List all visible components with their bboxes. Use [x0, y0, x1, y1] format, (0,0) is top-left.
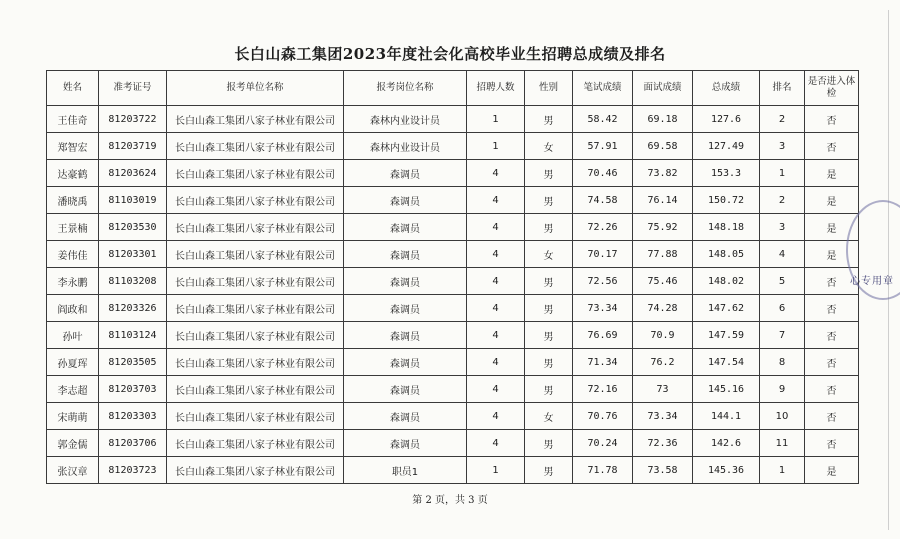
cell-position: 森调员 — [344, 376, 467, 403]
table-row — [47, 187, 859, 214]
cell-gender: 男 — [525, 160, 573, 187]
cell-headcount: 4 — [467, 430, 525, 457]
table-row — [47, 430, 859, 457]
cell-written-score: 57.91 — [573, 133, 633, 160]
cell-headcount: 1 — [467, 133, 525, 160]
cell-interview-score: 74.28 — [633, 295, 693, 322]
cell-exam-id: 81203703 — [99, 376, 167, 403]
cell-name: 王景楠 — [47, 214, 99, 241]
cell-total-score: 127.6 — [693, 106, 760, 133]
cell-rank: 2 — [760, 187, 805, 214]
cell-exam-id: 81103208 — [99, 268, 167, 295]
cell-interview-score: 75.92 — [633, 214, 693, 241]
header-row — [47, 71, 859, 106]
header-written-score: 笔试成绩 — [573, 71, 633, 106]
cell-rank: 1 — [760, 160, 805, 187]
cell-position: 森调员 — [344, 403, 467, 430]
cell-headcount: 4 — [467, 214, 525, 241]
cell-total-score: 148.02 — [693, 268, 760, 295]
cell-interview-score: 70.9 — [633, 322, 693, 349]
cell-position: 森林内业设计员 — [344, 106, 467, 133]
cell-position: 森调员 — [344, 295, 467, 322]
page-number: 第 2 页，共 3 页 — [412, 495, 488, 506]
cell-physical-exam: 否 — [805, 403, 859, 430]
cell-headcount: 4 — [467, 187, 525, 214]
cell-total-score: 145.16 — [693, 376, 760, 403]
cell-headcount: 4 — [467, 241, 525, 268]
cell-rank: 7 — [760, 322, 805, 349]
cell-gender: 男 — [525, 295, 573, 322]
cell-rank: 5 — [760, 268, 805, 295]
cell-rank: 8 — [760, 349, 805, 376]
cell-headcount: 4 — [467, 322, 525, 349]
cell-interview-score: 76.14 — [633, 187, 693, 214]
cell-written-score: 70.76 — [573, 403, 633, 430]
cell-physical-exam: 是 — [805, 187, 859, 214]
cell-exam-id: 81203723 — [99, 457, 167, 484]
cell-position: 森调员 — [344, 322, 467, 349]
header-exam-id: 准考证号 — [99, 71, 167, 106]
cell-unit: 长白山森工集团八家子林业有限公司 — [167, 268, 344, 295]
cell-total-score: 144.1 — [693, 403, 760, 430]
cell-gender: 男 — [525, 457, 573, 484]
cell-rank: 10 — [760, 403, 805, 430]
cell-gender: 男 — [525, 376, 573, 403]
cell-name: 潘晓禹 — [47, 187, 99, 214]
header-gender: 性别 — [525, 71, 573, 106]
cell-exam-id: 81203303 — [99, 403, 167, 430]
cell-name: 郑智宏 — [47, 133, 99, 160]
cell-interview-score: 73 — [633, 376, 693, 403]
table-row — [47, 268, 859, 295]
cell-unit: 长白山森工集团八家子林业有限公司 — [167, 106, 344, 133]
cell-name: 孙叶 — [47, 322, 99, 349]
cell-name: 李永鹏 — [47, 268, 99, 295]
table-body — [47, 106, 859, 484]
cell-gender: 女 — [525, 403, 573, 430]
cell-rank: 2 — [760, 106, 805, 133]
cell-gender: 男 — [525, 187, 573, 214]
cell-exam-id: 81203326 — [99, 295, 167, 322]
cell-headcount: 4 — [467, 268, 525, 295]
cell-position: 森调员 — [344, 268, 467, 295]
cell-rank: 6 — [760, 295, 805, 322]
cell-written-score: 70.24 — [573, 430, 633, 457]
cell-unit: 长白山森工集团八家子林业有限公司 — [167, 295, 344, 322]
cell-total-score: 127.49 — [693, 133, 760, 160]
cell-interview-score: 75.46 — [633, 268, 693, 295]
header-rank: 排名 — [760, 71, 805, 106]
cell-total-score: 153.3 — [693, 160, 760, 187]
cell-name: 阎政和 — [47, 295, 99, 322]
cell-rank: 3 — [760, 133, 805, 160]
cell-interview-score: 72.36 — [633, 430, 693, 457]
cell-physical-exam: 否 — [805, 295, 859, 322]
cell-exam-id: 81203719 — [99, 133, 167, 160]
cell-unit: 长白山森工集团八家子林业有限公司 — [167, 322, 344, 349]
cell-rank: 1 — [760, 457, 805, 484]
cell-exam-id: 81203722 — [99, 106, 167, 133]
cell-physical-exam: 否 — [805, 133, 859, 160]
cell-gender: 男 — [525, 106, 573, 133]
cell-interview-score: 73.34 — [633, 403, 693, 430]
cell-unit: 长白山森工集团八家子林业有限公司 — [167, 376, 344, 403]
cell-unit: 长白山森工集团八家子林业有限公司 — [167, 403, 344, 430]
cell-exam-id: 81203624 — [99, 160, 167, 187]
cell-position: 森调员 — [344, 160, 467, 187]
table-row — [47, 214, 859, 241]
cell-physical-exam: 否 — [805, 322, 859, 349]
table-row — [47, 403, 859, 430]
cell-written-score: 76.69 — [573, 322, 633, 349]
cell-headcount: 4 — [467, 349, 525, 376]
cell-headcount: 4 — [467, 376, 525, 403]
cell-interview-score: 73.82 — [633, 160, 693, 187]
cell-physical-exam: 否 — [805, 349, 859, 376]
cell-name: 张汉章 — [47, 457, 99, 484]
cell-written-score: 72.56 — [573, 268, 633, 295]
cell-physical-exam: 是 — [805, 214, 859, 241]
table-row — [47, 322, 859, 349]
cell-physical-exam: 否 — [805, 430, 859, 457]
cell-gender: 女 — [525, 133, 573, 160]
cell-rank: 11 — [760, 430, 805, 457]
table-row — [47, 241, 859, 268]
cell-exam-id: 81103124 — [99, 322, 167, 349]
cell-position: 森林内业设计员 — [344, 133, 467, 160]
cell-exam-id: 81203706 — [99, 430, 167, 457]
header-unit: 报考单位名称 — [167, 71, 344, 106]
cell-written-score: 58.42 — [573, 106, 633, 133]
cell-name: 李志超 — [47, 376, 99, 403]
cell-headcount: 1 — [467, 106, 525, 133]
cell-gender: 男 — [525, 268, 573, 295]
cell-position: 森调员 — [344, 349, 467, 376]
header-name: 姓名 — [47, 71, 99, 106]
cell-total-score: 147.59 — [693, 322, 760, 349]
cell-exam-id: 81203301 — [99, 241, 167, 268]
cell-gender: 男 — [525, 214, 573, 241]
cell-interview-score: 69.58 — [633, 133, 693, 160]
table-row — [47, 133, 859, 160]
cell-written-score: 72.26 — [573, 214, 633, 241]
cell-name: 郭金儒 — [47, 430, 99, 457]
table-row — [47, 376, 859, 403]
results-table — [46, 70, 859, 484]
cell-total-score: 145.36 — [693, 457, 760, 484]
header-headcount: 招聘人数 — [467, 71, 525, 106]
table-row — [47, 106, 859, 133]
cell-interview-score: 73.58 — [633, 457, 693, 484]
header-total-score: 总成绩 — [693, 71, 760, 106]
cell-physical-exam: 是 — [805, 457, 859, 484]
cell-written-score: 70.46 — [573, 160, 633, 187]
cell-total-score: 147.62 — [693, 295, 760, 322]
cell-written-score: 73.34 — [573, 295, 633, 322]
cell-total-score: 147.54 — [693, 349, 760, 376]
cell-gender: 男 — [525, 322, 573, 349]
cell-name: 孙夏珲 — [47, 349, 99, 376]
cell-physical-exam: 否 — [805, 106, 859, 133]
cell-rank: 9 — [760, 376, 805, 403]
cell-gender: 女 — [525, 241, 573, 268]
cell-position: 森调员 — [344, 214, 467, 241]
cell-interview-score: 77.88 — [633, 241, 693, 268]
cell-total-score: 142.6 — [693, 430, 760, 457]
cell-written-score: 70.17 — [573, 241, 633, 268]
cell-headcount: 4 — [467, 403, 525, 430]
cell-position: 职员1 — [344, 457, 467, 484]
cell-physical-exam: 是 — [805, 160, 859, 187]
cell-written-score: 71.78 — [573, 457, 633, 484]
table-row — [47, 349, 859, 376]
cell-gender: 男 — [525, 430, 573, 457]
cell-total-score: 150.72 — [693, 187, 760, 214]
table-row — [47, 295, 859, 322]
cell-total-score: 148.05 — [693, 241, 760, 268]
cell-unit: 长白山森工集团八家子林业有限公司 — [167, 349, 344, 376]
cell-name: 姜伟佳 — [47, 241, 99, 268]
cell-name: 达豪鹤 — [47, 160, 99, 187]
cell-name: 宋萌萌 — [47, 403, 99, 430]
cell-unit: 长白山森工集团八家子林业有限公司 — [167, 214, 344, 241]
cell-name: 王佳奇 — [47, 106, 99, 133]
seal-stamp-text: 心专用章 — [850, 276, 894, 287]
cell-headcount: 4 — [467, 295, 525, 322]
cell-unit: 长白山森工集团八家子林业有限公司 — [167, 457, 344, 484]
cell-exam-id: 81203530 — [99, 214, 167, 241]
cell-written-score: 74.58 — [573, 187, 633, 214]
cell-interview-score: 69.18 — [633, 106, 693, 133]
cell-position: 森调员 — [344, 430, 467, 457]
cell-position: 森调员 — [344, 187, 467, 214]
cell-headcount: 1 — [467, 457, 525, 484]
cell-rank: 4 — [760, 241, 805, 268]
cell-unit: 长白山森工集团八家子林业有限公司 — [167, 187, 344, 214]
cell-interview-score: 76.2 — [633, 349, 693, 376]
cell-total-score: 148.18 — [693, 214, 760, 241]
cell-physical-exam: 否 — [805, 376, 859, 403]
table-row — [47, 160, 859, 187]
cell-unit: 长白山森工集团八家子林业有限公司 — [167, 241, 344, 268]
cell-exam-id: 81103019 — [99, 187, 167, 214]
cell-physical-exam: 是 — [805, 241, 859, 268]
table-row — [47, 457, 859, 484]
page-title: 长白山森工集团2023年度社会化高校毕业生招聘总成绩及排名 — [234, 45, 666, 63]
cell-rank: 3 — [760, 214, 805, 241]
cell-exam-id: 81203505 — [99, 349, 167, 376]
cell-headcount: 4 — [467, 160, 525, 187]
header-physical-exam: 是否进入体检 — [805, 71, 859, 106]
header-interview-score: 面试成绩 — [633, 71, 693, 106]
cell-unit: 长白山森工集团八家子林业有限公司 — [167, 160, 344, 187]
cell-unit: 长白山森工集团八家子林业有限公司 — [167, 133, 344, 160]
cell-unit: 长白山森工集团八家子林业有限公司 — [167, 430, 344, 457]
header-position: 报考岗位名称 — [344, 71, 467, 106]
cell-physical-exam: 否 — [805, 268, 859, 295]
cell-position: 森调员 — [344, 241, 467, 268]
cell-written-score: 72.16 — [573, 376, 633, 403]
cell-written-score: 71.34 — [573, 349, 633, 376]
cell-gender: 男 — [525, 349, 573, 376]
